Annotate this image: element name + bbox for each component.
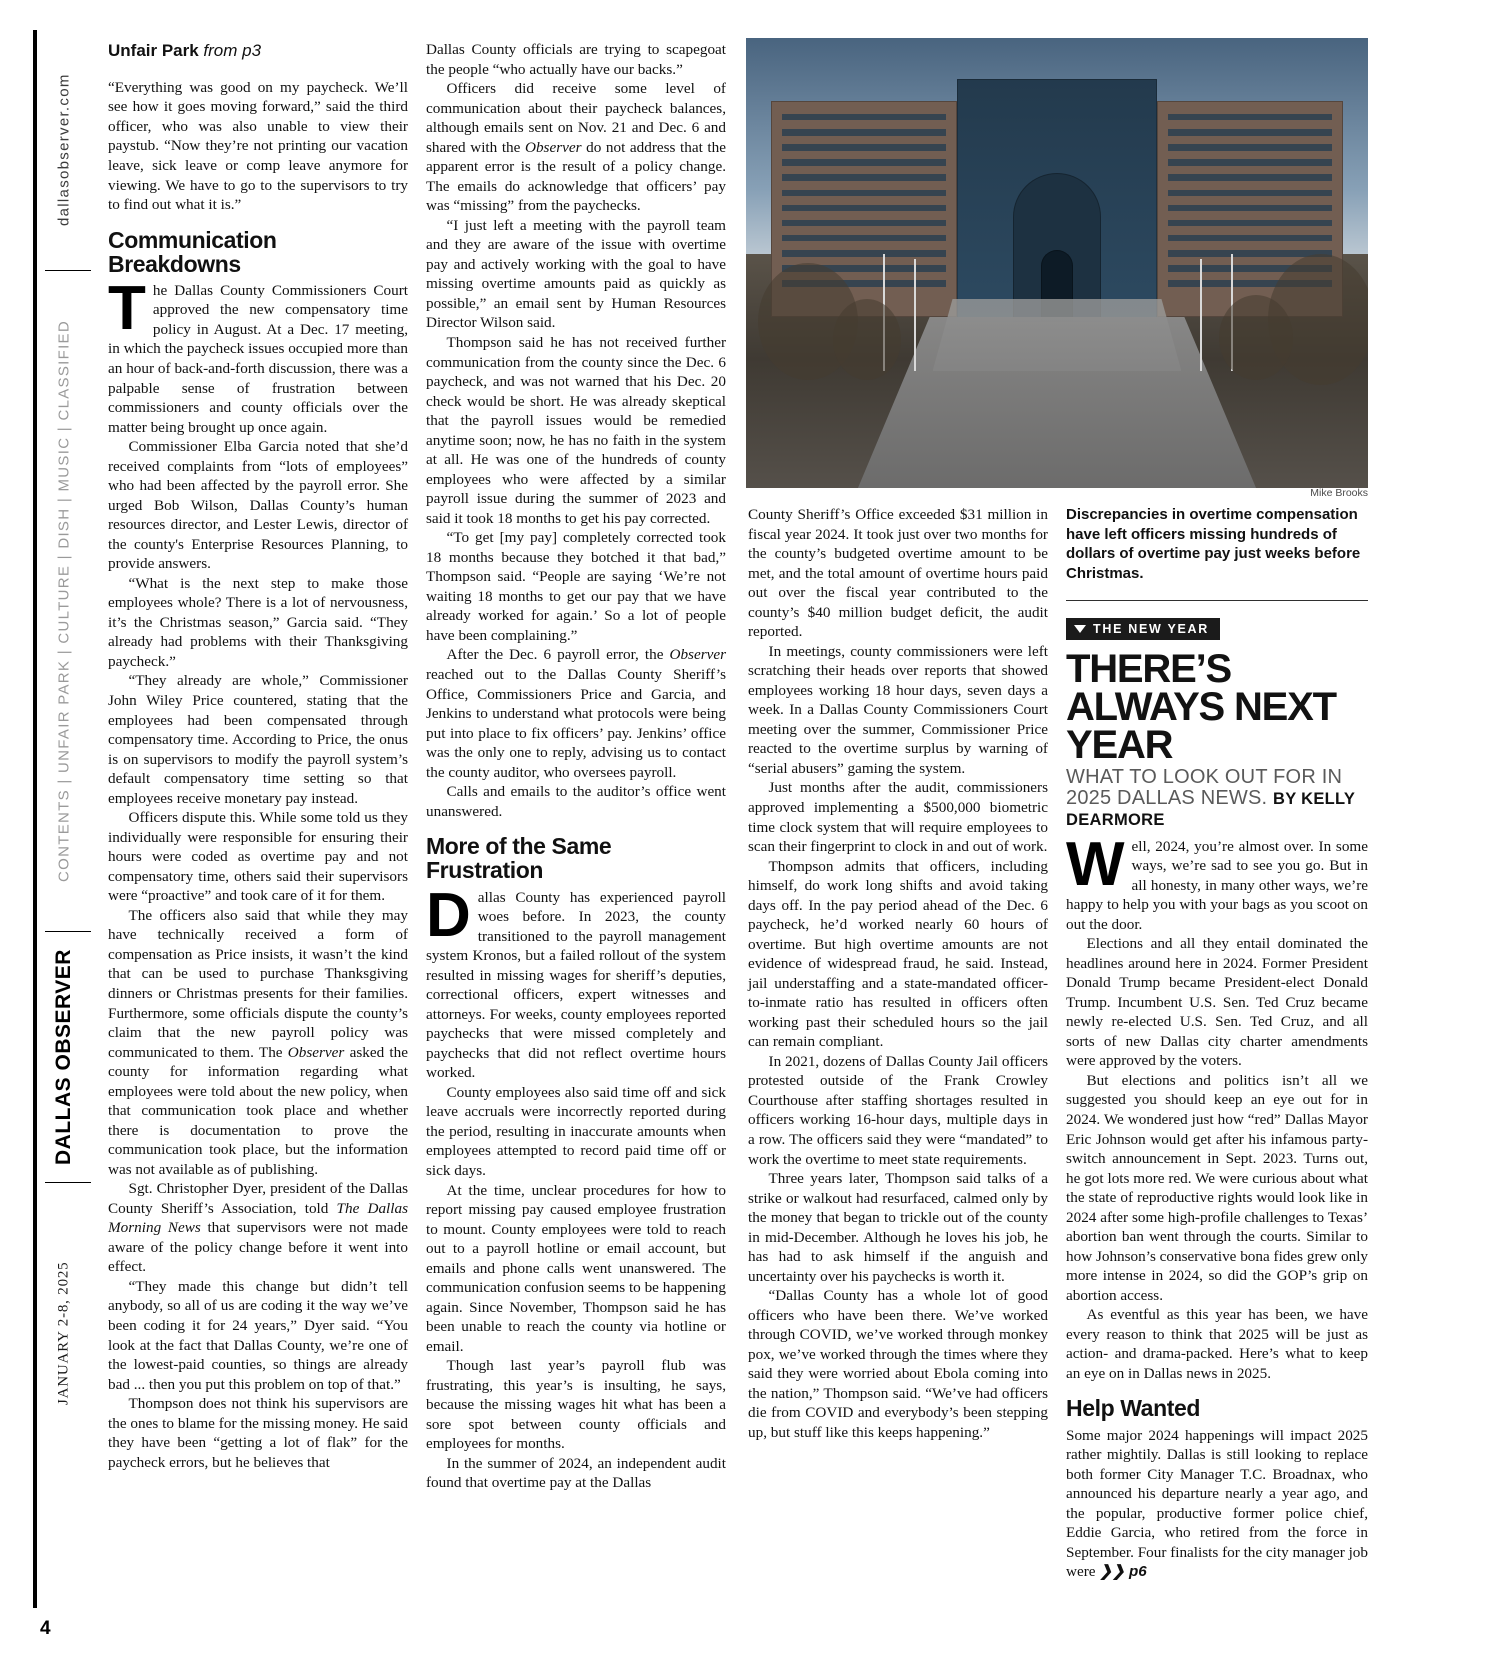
paragraph-text: Some major 2024 happenings will impact 2025 rather mightily. Dallas is still looking to replace both former City Manager T.C. Broadnax, who announced his departure nearly a year ago, and the popular, productive former police chief, Eddie Garcia, who retired from the force in September. Four finalists for the city manager job were xyxy=(1066,1426,1368,1581)
paragraph-text: allas County has experienced payroll woes before. In 2023, the county transitioned to the payroll management system Kronos, but a failed rollout of the system resulted in missing wages for sheriff’s deputies, correctional officers, expert witnesses and attorneys. For weeks, county employees reported paychecks that were missed completely and paychecks that did not reflect overtime hours worked. xyxy=(426,888,726,1082)
paragraph: “What is the next step to make those employees whole? There is a lot of nervousness, it’s the Christmas season,” Garcia said. “They already had problems with their Thanksgiving paycheck.” xyxy=(108,574,408,670)
paragraph-text: he Dallas County Commissioners Court approved the new compensatory time policy in August. At a Dec. 17 meeting, in which the paycheck issues occupied more than an hour of back-and-forth discussion, there was a palpable sense of frustration between commissioners and county officials over the matter being brought up once again. xyxy=(108,281,408,436)
new-year-body xyxy=(1066,829,1369,1582)
article-jump-kicker xyxy=(108,40,408,62)
paragraph xyxy=(108,906,408,1179)
paragraph-text: do not address that the apparent error is the result of a policy change. The emails do acknowledge that officers’ pay was “missing” from the paychecks. xyxy=(426,138,726,215)
paragraph-with-dropcap xyxy=(108,273,408,437)
paragraph: Commissioner Elba Garcia noted that she’d received complaints from “lots of employees” who had been affected by the payroll error. She urged Bob Wilson, Dallas County’s human resources director, and Lester Lewis, director of the county's Enterprise Resources Planning, to provide answers. xyxy=(108,438,408,573)
paragraph: Thompson does not think his supervisors are the ones to blame for the missing money. He said they have been “getting a lot of flak” for the paycheck errors, but he believes that xyxy=(108,1395,408,1471)
paragraph: “Everything was good on my paycheck. We’ll see how it goes moving forward,” said the third officer, who was also unable to view their paystub. “Now they’re not printing our vacation leave, sick leave or comp leave anymore for viewing. We have to go to the supervisors to try to find out what it is.” xyxy=(108,78,408,214)
rail-issue-date: JANUARY 2-8, 2025 xyxy=(55,1261,72,1405)
paragraph-text: Officers did receive some level of communication about their paycheck balances, although emails sent on Nov. 21 and Dec. 6 and shared with the xyxy=(426,80,726,156)
paragraph-with-dropcap xyxy=(1066,829,1368,935)
article-column-3 xyxy=(748,505,1048,1610)
paragraph: County employees also said time off and sick leave accruals were incorrectly reported during the period, resulting in inaccurate amounts when employees attempted to record paid time off or sick days. xyxy=(426,1083,726,1179)
paragraph: “They made this change but didn’t tell anybody, so all of us are coding it the way we’ve been coding it for 24 years,” Dyer said. “You look at the fact that Dallas County, we’re one of the lowest-paid counties, so things are already bad ... then you put this problem on top of that.” xyxy=(108,1277,408,1393)
photo-flagpole xyxy=(914,259,916,372)
page-number: 4 xyxy=(40,1618,51,1639)
article-column-2 xyxy=(426,40,726,1610)
rail-website-url[interactable]: dallasobserver.com xyxy=(55,73,73,227)
new-year-deck xyxy=(1066,767,1368,831)
deck-text: WHAT TO LOOK OUT FOR IN 2025 DALLAS NEWS. xyxy=(1066,766,1343,810)
left-rail xyxy=(33,30,91,1608)
continued-jump-line[interactable]: ❯❯ p6 xyxy=(1099,1563,1147,1581)
paragraph-text: reached out to the Dallas County Sheriff’s Office, Commissioners Price and Garcia, and Jenkins to understand what protocols were being put into place to fix officers’ pay. Jenkins’ office was the only one to reply, advising us to contact the county auditor, who oversees payroll. xyxy=(426,666,726,781)
paragraph: Thompson said he has not received further communication from the county since the Dec. 6 paycheck, and was not warned that his Dec. 20 check would be short. He was already skeptical that the payroll issues would be remedied anytime soon; now, he has no faith in the system at all. He was one of the hundreds of county employees who were affected by a similar payroll issue during the summer of 2023 and said it took 18 months to get his pay corrected. xyxy=(426,333,726,527)
paragraph-text: that supervisors were not made aware of the policy change before it went into effect. xyxy=(108,1219,408,1276)
drop-cap-letter: D xyxy=(426,880,471,950)
paragraph: “They already are whole,” Commissioner John Wiley Price countered, stating that the employees had been compensated through compensatory time. According to Price, the onus is on supervisors to modify the payroll system’s default compensatory time setting so that employees receive monetary pay instead. xyxy=(108,672,408,807)
drop-cap-letter: T xyxy=(108,273,146,343)
paragraph: In meetings, county commissioners were left scratching their heads over reports that showed employees working 18 hour days, seven days a week. In a Dallas County Commissioners Court meeting over the summer, Commissioner Price reacted to the overtime surplus by warning of “serial abusers” gaming the system. xyxy=(748,642,1048,777)
paragraph: As eventful as this year has been, we have every reason to think that 2025 will be just as action- and drama-packed. Here’s what to keep an eye on in Dallas news in 2025. xyxy=(1066,1306,1368,1382)
paragraph xyxy=(108,1179,408,1277)
new-year-headline: THERE’S ALWAYS NEXT YEAR xyxy=(1066,647,1336,767)
paragraph-text: The officers also said that while they may have technically received a form of compensation as Price insists, it wasn’t the kind that can be used to purchase Thanksgiving dinners or Christmas presents for their families. Furthermore, some officials dispute the county’s claim that the new payroll policy was communicated to them. The xyxy=(108,906,408,1061)
rail-masthead-brand: DALLAS OBSERVER xyxy=(52,949,75,1165)
kicker-from: from p3 xyxy=(198,41,262,60)
paragraph: Calls and emails to the auditor’s office went unanswered. xyxy=(426,783,726,820)
paragraph: Thompson admits that officers, including himself, do work long shifts and avoid taking days off. In the pay period ahead of the Dec. 6 paycheck, he’d worked nearly 60 hours of overtime. But high overtime amounts are not evidence of widespread fraud, he said. Instead, jail understaffing and a state-mandated officer-to-inmate ratio has resulted in officers often working past their scheduled hours so the jail can remain compliant. xyxy=(748,857,1048,1051)
section-heading-help-wanted: Help Wanted xyxy=(1066,1395,1201,1422)
paragraph-text: Sgt. Christopher Dyer, president of the Dallas County Sheriff’s Association, told xyxy=(108,1180,408,1217)
paragraph-text: ell, 2024, you’re almost over. In some ways, we’re sad to see you go. But in all honesty, in many other ways, we’re happy to help you with your bags as you scoot on out the door. xyxy=(1066,837,1368,933)
paragraph-with-dropcap xyxy=(426,880,726,1083)
caption-divider-rule xyxy=(1066,600,1368,601)
photo-flagpole xyxy=(1200,259,1202,372)
paragraph: Though last year’s payroll flub was frustrating, this year’s is insulting, he says, because the missing wages hit what has been a sore spot between county officials and employees for months. xyxy=(426,1357,726,1453)
paragraph: Three years later, Thompson said talks of a strike or walkout had resurfaced, calmed only by the money that began to trickle out of the county in mid-December. Although he loves his job, he has had to ask himself if the anguish and uncertainty over his paychecks is worth it. xyxy=(748,1170,1048,1285)
new-year-package xyxy=(1066,618,1368,1582)
paragraph: “Dallas County has a whole lot of good officers who have been there. We’ve worked through COVID, we’ve worked through monkey pox, we’ve worked through the times where they said they were worried about Ebola coming into the nation,” Thompson said. “We’ve had officers die from COVID and everybody’s been stepping up, but stuff like this keeps happening.” xyxy=(748,1287,1048,1441)
rail-section-nav[interactable]: CONTENTS | UNFAIR PARK | CULTURE | DISH | MUSIC | CLASSIFIED xyxy=(55,320,73,882)
paragraph: Officers dispute this. While some told us they individually were responsible for ensuring their hours were coded as overtime pay and not compensatory time, others said their supervisors were “proactive” and took care of it for them. xyxy=(108,809,408,905)
publication-name: Observer xyxy=(287,1043,345,1061)
chevron-down-icon xyxy=(1074,625,1086,633)
publication-name: Observer xyxy=(669,646,726,664)
paragraph: “To get [my pay] completely corrected took 18 months because they botched it that bad,” Thompson said. “People are saying ‘We’re not waiting 18 months to get our pay that we have already worked for again.’ So a lot of people have been complaining.” xyxy=(426,529,726,644)
photo-tree xyxy=(833,299,901,380)
paragraph: “I just left a meeting with the payroll team and they are aware of the issue with overtime pay and actively working with the goal to have missing overtime amounts paid as quickly as possible,” an email sent by Human Resources Director Wilson said. xyxy=(426,216,726,332)
paragraph: In 2021, dozens of Dallas County Jail officers protested outside of the Frank Crowley Courthouse after staffing shortages resulted in officers working 16-hour days, multiple days in a row. The officers said they were “mandated” to work the overtime to meet state requirements. xyxy=(748,1052,1048,1168)
section-heading-communication-breakdowns: Communication Breakdowns xyxy=(108,226,277,277)
paragraph: Just months after the audit, commissioners approved implementing a $500,000 biometric time clock system that will require employees to scan their fingerprint to clock in and out of work. xyxy=(748,779,1048,856)
byline: BY KELLY DEARMORE xyxy=(1066,790,1355,830)
paragraph: But elections and politics isn’t all we suggested you should keep an eye out for in 2024. We wondered just how “red” Dallas Mayor Eric Johnson would get after his infamous party-switch announcement in Sept. 2023. Turns out, he got lots more red. We were curious about what the state of reproductive rights would look like in 2024 after some high-profile challenges to Texas’ abortion ban went through the courts. Similar to how Johnson’s conservative bona fides grew only more intense in 2024, so did the GOP’s grip on abortion access. xyxy=(1066,1071,1369,1304)
section-flag-label: THE NEW YEAR xyxy=(1093,622,1210,636)
paragraph: County Sheriff’s Office exceeded $31 million in fiscal year 2024. It took just over two months for the county’s budgeted overtime amount to be met, and the total amount of overtime hours paid out over the fiscal year contributed to the county’s $40 million budget deficit, the audit reported. xyxy=(748,506,1048,641)
section-flag-the-new-year[interactable] xyxy=(1066,618,1220,640)
paragraph xyxy=(426,645,726,782)
paragraph xyxy=(1066,1426,1368,1582)
kicker-title: Unfair Park xyxy=(108,41,199,60)
drop-cap-letter: W xyxy=(1066,829,1125,899)
article-column-1 xyxy=(108,40,408,1610)
photo-caption: Discrepancies in overtime compensation have left officers missing hundreds of dollars of overtime pay just weeks before Christmas. xyxy=(1066,506,1361,582)
article-photo-dallas-county-courthouse xyxy=(746,38,1368,488)
paragraph: At the time, unclear procedures for how to report missing pay caused employee frustration to mount. County employees were told to reach out to a payroll hotline or email account, but emails and phone calls went unanswered. The communication confusion seems to be happening again. Since November, Thompson said he has been unable to reach the county via hotline or email. xyxy=(426,1181,726,1355)
paragraph-text: asked the county for information regarding what employees were told about the new policy, when that communication took place and whether there is documentation to prove the communication took place, but the information was not available as of publishing. xyxy=(108,1043,408,1178)
photo-credit: Mike Brooks xyxy=(1310,487,1368,499)
photo-tree xyxy=(1219,295,1294,381)
paragraph: In the summer of 2024, an independent audit found that overtime pay at the Dallas xyxy=(426,1454,726,1492)
paragraph-text: After the Dec. 6 payroll error, the xyxy=(446,646,670,664)
publication-name: Observer xyxy=(525,138,582,156)
section-heading-more-of-the-same-frustration: More of the Same Frustration xyxy=(426,833,612,884)
publication-name: The Dallas Morning News xyxy=(108,1199,408,1237)
paragraph xyxy=(426,79,726,216)
paragraph: Dallas County officials are trying to scapegoat the people “who actually have our backs.” xyxy=(426,41,726,78)
paragraph: Elections and all they entail dominated the headlines around here in 2024. Former President Donald Trump became President-elect Donald Trump. Incumbent U.S. Sen. Ted Cruz became newly re-elected U.S. Sen. Ted Cruz, and all sorts of new Dallas city charter amendments were approved by the voters. xyxy=(1066,935,1368,1070)
